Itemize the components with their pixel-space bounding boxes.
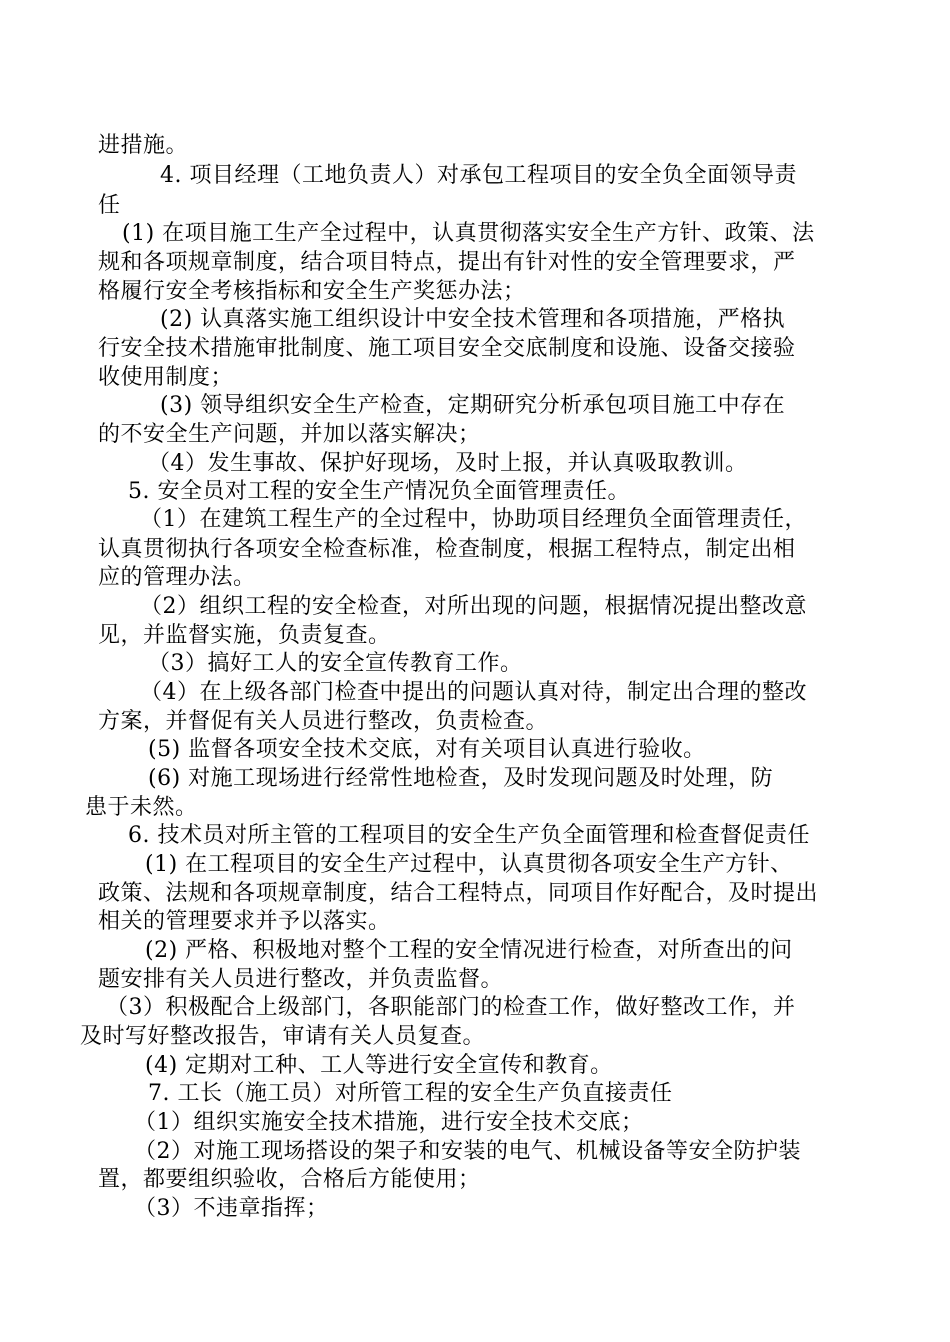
text-line: （4）发生事故、保护好现场，及时上报，并认真吸取教训。 bbox=[148, 451, 748, 476]
text-line: （1）组织实施安全技术措施，进行安全技术交底； bbox=[134, 1110, 644, 1135]
text-line: (2) 严格、积极地对整个工程的安全情况进行检查，对所查出的问 bbox=[145, 938, 793, 963]
text-line: 规和各项规章制度，结合项目特点，提出有针对性的安全管理要求，严 bbox=[98, 250, 796, 275]
text-line: (4) 定期对工种、工人等进行安全宣传和教育。 bbox=[145, 1053, 613, 1078]
text-line: （4）在上级各部门检查中提出的问题认真对待，制定出合理的整改 bbox=[140, 680, 807, 705]
text-line: （3）不违章指挥； bbox=[134, 1196, 329, 1221]
text-line: （2）对施工现场搭设的架子和安装的电气、机械设备等安全防护装 bbox=[134, 1139, 801, 1164]
text-line: (6) 对施工现场进行经常性地检查，及时发现问题及时处理，防 bbox=[148, 766, 774, 791]
text-line: 方案，并督促有关人员进行整改，负责检查。 bbox=[98, 709, 549, 734]
text-line: （3）积极配合上级部门，各职能部门的检查工作，做好整改工作，并 bbox=[106, 995, 796, 1020]
text-line: （2）组织工程的安全检查，对所出现的问题，根据情况提出整改意 bbox=[140, 594, 807, 619]
text-line: 置，都要组织验收，合格后方能使用； bbox=[98, 1167, 481, 1192]
text-line: (1) 在工程项目的安全生产过程中，认真贯彻各项安全生产方针、 bbox=[145, 852, 793, 877]
section-heading-7: 7. 工长（施工员）对所管工程的安全生产负直接责任 bbox=[148, 1081, 673, 1106]
text-line: (1) 在项目施工生产全过程中，认真贯彻落实安全生产方针、政策、法 bbox=[122, 221, 815, 246]
text-line: 相关的管理要求并予以落实。 bbox=[98, 909, 391, 934]
text-line: 行安全技术措施审批制度、施工项目安全交底制度和设施、设备交接验 bbox=[98, 336, 796, 361]
text-line: (2) 认真落实施工组织设计中安全技术管理和各项措施，严格执 bbox=[160, 307, 786, 332]
text-line: 题安排有关人员进行整改，并负责监督。 bbox=[98, 967, 504, 992]
text-line: 见，并监督实施，负责复查。 bbox=[98, 623, 391, 648]
text-line: (3) 领导组织安全生产检查，定期研究分析承包项目施工中存在 bbox=[160, 393, 786, 418]
text-line: 及时写好整改报告，审请有关人员复查。 bbox=[80, 1024, 486, 1049]
text-line: 进措施。 bbox=[98, 133, 189, 158]
text-line: 认真贯彻执行各项安全检查标准，检查制度，根据工程特点，制定出相 bbox=[98, 537, 796, 562]
text-line: 应的管理办法。 bbox=[98, 565, 256, 590]
section-heading-4: 4. 项目经理（工地负责人）对承包工程项目的安全负全面领导责 bbox=[160, 163, 797, 188]
section-heading-5: 5. 安全员对工程的安全生产情况负全面管理责任。 bbox=[128, 479, 630, 504]
text-line: 收使用制度； bbox=[98, 365, 234, 390]
section-heading-6: 6. 技术员对所主管的工程项目的安全生产负全面管理和检查督促责任 bbox=[128, 823, 810, 848]
text-line: 任 bbox=[98, 193, 121, 218]
text-line: 格履行安全考核指标和安全生产奖惩办法； bbox=[98, 279, 526, 304]
text-line: 政策、法规和各项规章制度，结合工程特点，同项目作好配合，及时提出 bbox=[98, 881, 819, 906]
text-line: （3）搞好工人的安全宣传教育工作。 bbox=[148, 651, 523, 676]
text-line: 患于未然。 bbox=[85, 795, 198, 820]
text-line: 的不安全生产问题，并加以落实解决； bbox=[98, 422, 481, 447]
text-line: (5) 监督各项安全技术交底，对有关项目认真进行验收。 bbox=[148, 737, 706, 762]
text-line: （1）在建筑工程生产的全过程中，协助项目经理负全面管理责任， bbox=[140, 507, 807, 532]
